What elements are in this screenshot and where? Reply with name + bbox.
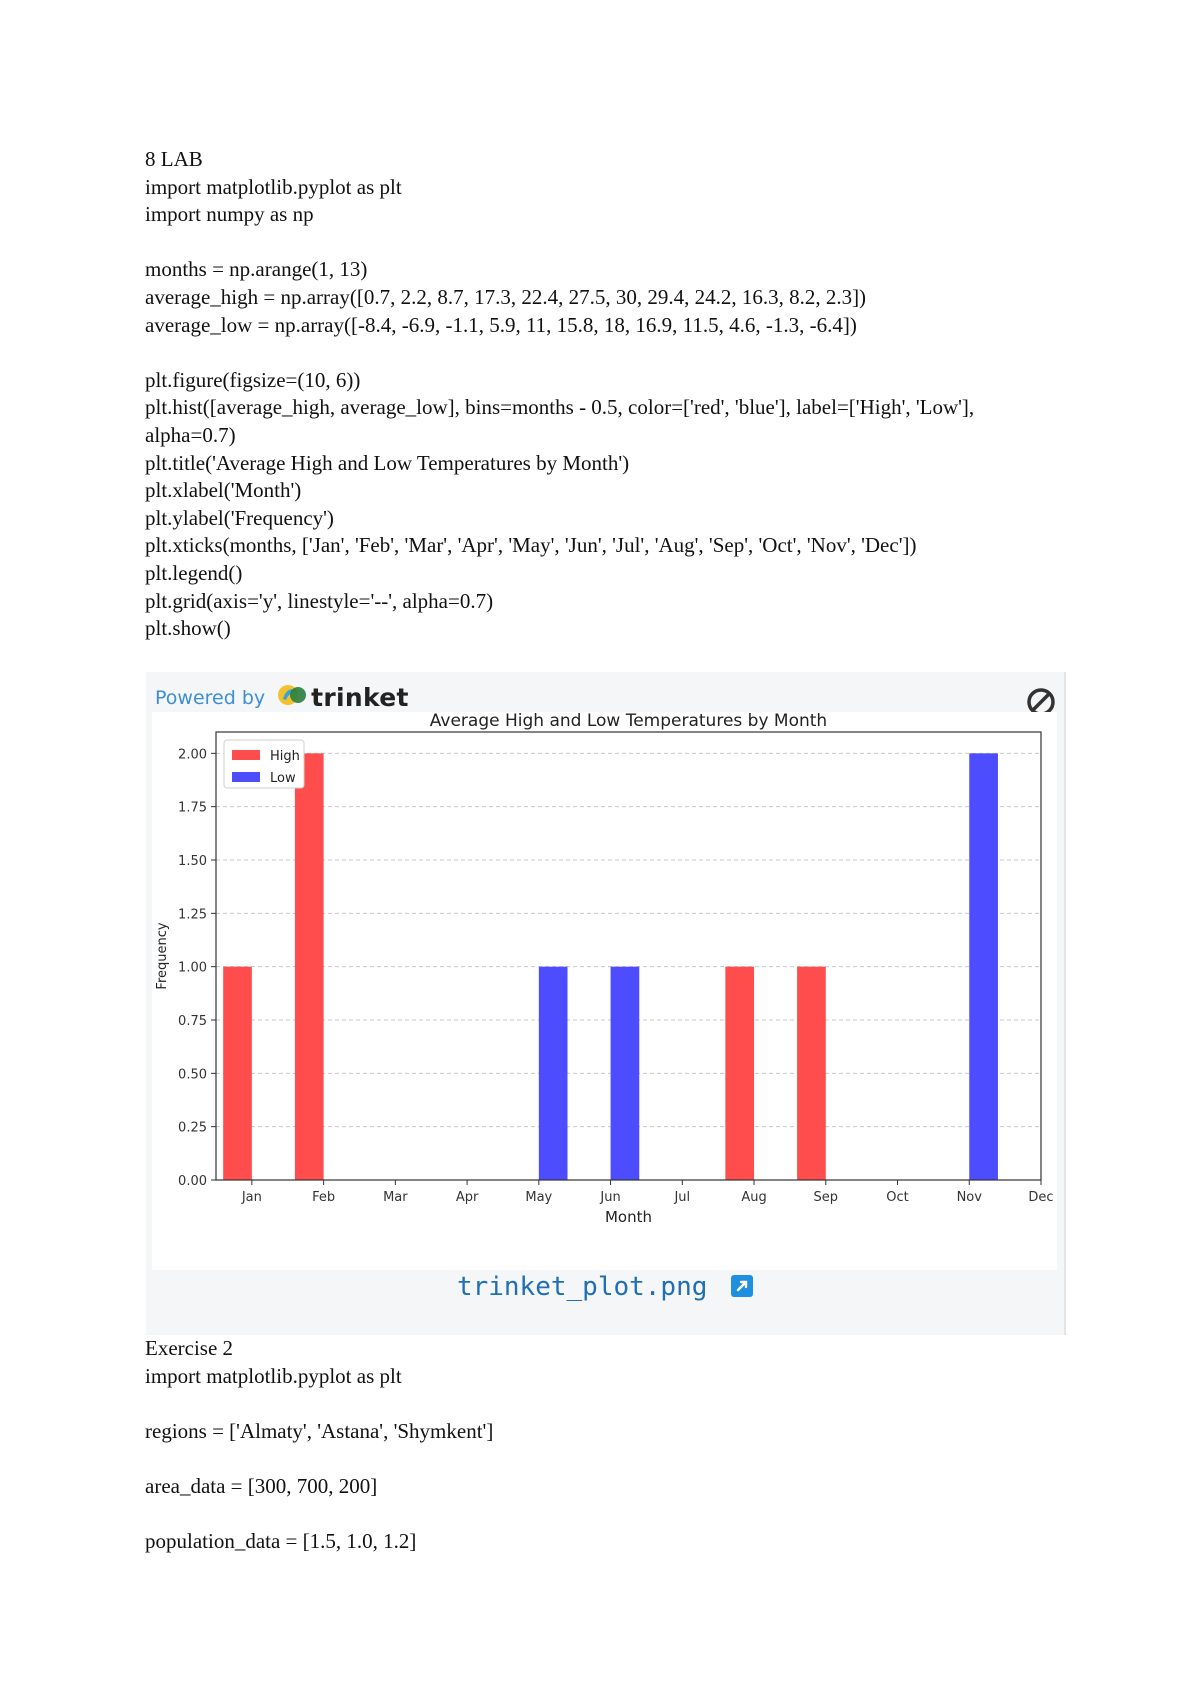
x-tick-label: Jul <box>674 1190 691 1205</box>
legend-swatch <box>232 750 260 760</box>
x-tick-label: Jun <box>600 1190 621 1205</box>
powered-by-trinket[interactable] <box>155 683 409 712</box>
trinket-logo-icon <box>277 684 307 711</box>
bar-high <box>797 967 826 1180</box>
bar-low <box>539 967 568 1180</box>
code-line: population_data = [1.5, 1.0, 1.2] <box>145 1529 417 1554</box>
x-tick-label: Mar <box>383 1190 408 1205</box>
y-tick-label: 0.75 <box>178 1014 207 1029</box>
x-tick-label: May <box>525 1190 553 1205</box>
code-line: plt.show() <box>145 616 231 641</box>
x-tick-label: Jan <box>241 1190 262 1205</box>
code-line: import matplotlib.pyplot as plt <box>145 174 402 199</box>
bar-low <box>969 753 998 1180</box>
y-tick-label: 0.25 <box>178 1120 207 1136</box>
trinket-brand-name: trinket <box>311 683 409 712</box>
code-line <box>145 229 1065 257</box>
bar-high <box>295 753 324 1180</box>
code-line: plt.xticks(months, ['Jan', 'Feb', 'Mar', 'Apr', 'May', 'Jun', 'Jul', 'Aug', 'Sep', 'Oct', 'Nov', 'Dec']) <box>145 533 917 558</box>
code-line <box>145 339 1065 367</box>
y-tick-label: 2.00 <box>178 747 207 763</box>
code-line: import matplotlib.pyplot as plt <box>145 1363 402 1388</box>
code-line: average_low = np.array([-8.4, -6.9, -1.1, 5.9, 11, 15.8, 18, 16.9, 11.5, 4.6, -1.3, -6.4]) <box>145 312 857 337</box>
code-line: plt.title('Average High and Low Temperatures by Month') <box>145 450 630 475</box>
code-line <box>145 1445 1065 1473</box>
file-link[interactable] <box>146 1272 1064 1304</box>
y-tick-label: 1.25 <box>178 907 207 923</box>
x-tick-label: Apr <box>455 1190 479 1205</box>
code-line <box>145 1390 1065 1418</box>
code-line: plt.grid(axis='y', linestyle='--', alpha=0.7) <box>145 588 494 613</box>
trinket-embed <box>146 672 1066 1335</box>
powered-by-label: Powered by <box>155 686 266 709</box>
code-line: average_high = np.array([0.7, 2.2, 8.7, 17.3, 22.4, 27.5, 30, 29.4, 24.2, 16.3, 8.2, 2.3]) <box>145 284 867 309</box>
x-tick-label: Dec <box>1028 1190 1054 1205</box>
code-line: plt.ylabel('Frequency') <box>145 505 334 530</box>
code-line: 8 LAB <box>145 147 203 171</box>
legend-label: Low <box>270 771 296 786</box>
x-tick-label: Feb <box>312 1190 336 1205</box>
file-link-label[interactable]: trinket_plot.png <box>456 1272 708 1302</box>
y-tick-label: 1.50 <box>178 854 207 869</box>
code-line: Exercise 2 <box>145 1336 234 1360</box>
code-block-exercise-2 <box>145 1335 1065 1556</box>
y-tick-label: 0.00 <box>178 1174 207 1189</box>
code-line: import numpy as np <box>145 202 314 227</box>
bar-high <box>223 967 252 1180</box>
legend-swatch <box>232 772 260 782</box>
x-tick-label: Sep <box>813 1190 839 1205</box>
code-line: area_data = [300, 700, 200] <box>145 1473 378 1498</box>
x-tick-label: Oct <box>886 1190 909 1205</box>
x-tick-label: Nov <box>956 1190 982 1205</box>
code-line: plt.xlabel('Month') <box>145 478 302 503</box>
plot-image <box>152 712 1057 1270</box>
code-line: plt.legend() <box>145 560 243 585</box>
chart-title: Average High and Low Temperatures by Month <box>429 712 828 731</box>
histogram-chart <box>152 712 1057 1270</box>
code-block-lab <box>145 146 1065 643</box>
code-line: plt.hist([average_high, average_low], bins=months - 0.5, color=['red', 'blue'], label=['High', 'Low'], <box>145 395 975 420</box>
legend-label: High <box>270 749 300 764</box>
external-link-icon[interactable] <box>731 1274 753 1304</box>
bar-low <box>611 967 640 1180</box>
y-tick-label: 1.00 <box>178 960 207 976</box>
code-line: plt.figure(figsize=(10, 6)) <box>145 367 361 392</box>
code-line <box>145 1501 1065 1529</box>
code-line: months = np.arange(1, 13) <box>145 257 368 282</box>
y-tick-label: 1.75 <box>178 800 207 816</box>
y-tick-label: 0.50 <box>178 1067 207 1083</box>
x-axis-label: Month <box>604 1208 653 1226</box>
bar-high <box>725 967 754 1180</box>
y-axis-label: Frequency <box>155 922 170 990</box>
code-line: alpha=0.7) <box>145 422 236 447</box>
x-tick-label: Aug <box>741 1190 767 1205</box>
code-line: regions = ['Almaty', 'Astana', 'Shymkent'] <box>145 1418 494 1443</box>
